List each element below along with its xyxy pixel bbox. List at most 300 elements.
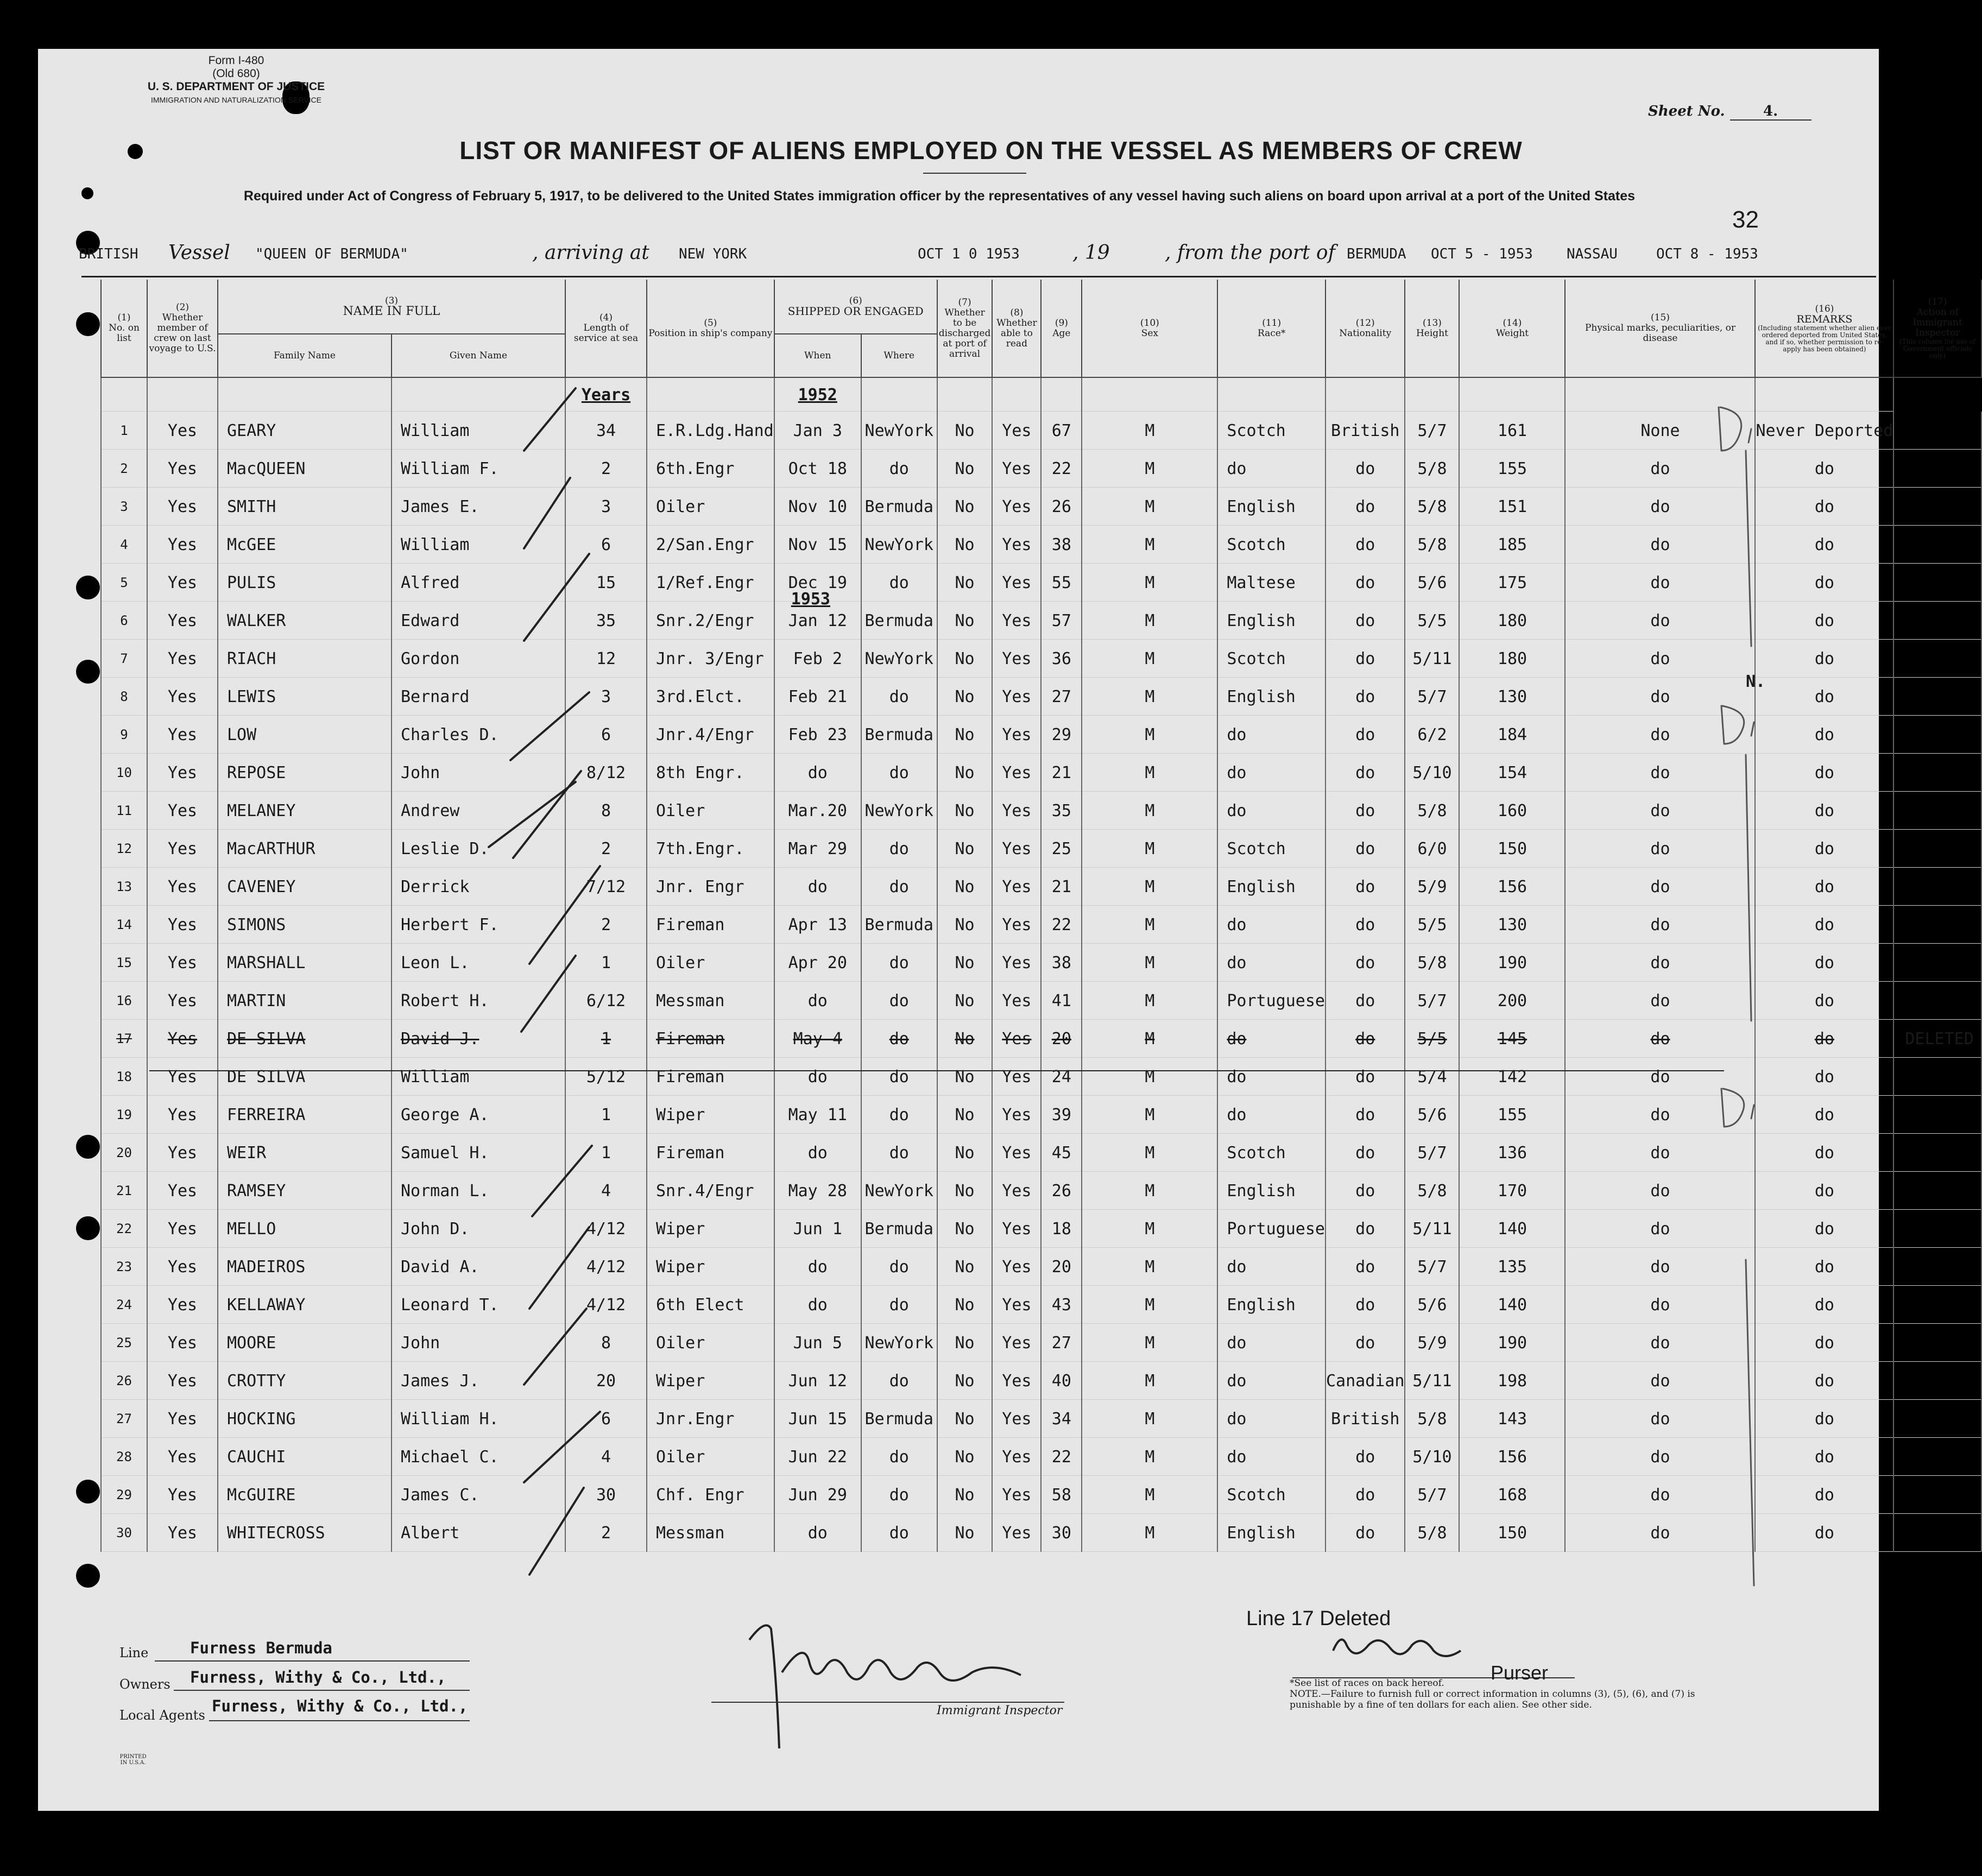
shipped-where: do bbox=[861, 944, 937, 982]
from-port-2: NASSAU bbox=[1567, 246, 1618, 262]
remarks: do bbox=[1755, 1020, 1893, 1058]
given-name: James J. bbox=[392, 1362, 565, 1400]
last-voyage: Yes bbox=[147, 1248, 218, 1286]
able-to-read: Yes bbox=[992, 944, 1041, 982]
to-be-discharged: No bbox=[937, 1476, 993, 1514]
age: 26 bbox=[1041, 1172, 1082, 1210]
document-subtitle: Required under Act of Congress of February 5, 1917, to be delivered to the United States immigration officer by the representatives of any vessel having such aliens on board upon arrival at a port of the United States bbox=[243, 188, 1636, 204]
length-of-service: 6 bbox=[565, 1400, 647, 1438]
given-name: John D. bbox=[392, 1210, 565, 1248]
col-header-name: (3) NAME IN FULL bbox=[218, 280, 565, 334]
sex: M bbox=[1082, 1286, 1217, 1324]
to-be-discharged: No bbox=[937, 792, 993, 830]
sex: M bbox=[1082, 602, 1217, 640]
position: 3rd.Elct. bbox=[647, 678, 774, 716]
shipped-where: Bermuda bbox=[861, 906, 937, 944]
weight: 145 bbox=[1459, 1020, 1565, 1058]
physical-marks: do bbox=[1565, 488, 1755, 526]
physical-marks: do bbox=[1565, 678, 1755, 716]
family-name: McGUIRE bbox=[218, 1476, 392, 1514]
shipped-when: do bbox=[774, 1134, 861, 1172]
height: 5/11 bbox=[1405, 1362, 1459, 1400]
physical-marks: do bbox=[1565, 526, 1755, 564]
shipped-where: NewYork bbox=[861, 1324, 937, 1362]
weight: 151 bbox=[1459, 488, 1565, 526]
length-of-service: 4/12 bbox=[565, 1286, 647, 1324]
shipped-when: Jun 1 bbox=[774, 1210, 861, 1248]
nationality: do bbox=[1325, 602, 1405, 640]
row-number: 5 bbox=[101, 564, 147, 602]
footer-note-penalty: NOTE.—Failure to furnish full or correct information in columns (3), (5), (6), and (7) is punishable by a fine of ten dollars for each alien. See other side. bbox=[1290, 1689, 1695, 1710]
shipped-where: do bbox=[861, 1096, 937, 1134]
last-voyage: Yes bbox=[147, 792, 218, 830]
family-name: HOCKING bbox=[218, 1400, 392, 1438]
last-voyage: Yes bbox=[147, 1438, 218, 1476]
shipped-where: Bermuda bbox=[861, 1210, 937, 1248]
given-name: Herbert F. bbox=[392, 906, 565, 944]
physical-marks: do bbox=[1565, 1134, 1755, 1172]
handwritten-line-deleted-note: Line 17 Deleted bbox=[1246, 1607, 1391, 1630]
nationality: British bbox=[1325, 1400, 1405, 1438]
row-number: 27 bbox=[101, 1400, 147, 1438]
physical-marks: do bbox=[1565, 450, 1755, 488]
length-of-service: 1 bbox=[565, 1020, 647, 1058]
row-number: 28 bbox=[101, 1438, 147, 1476]
family-name: CROTTY bbox=[218, 1362, 392, 1400]
physical-marks: do bbox=[1565, 716, 1755, 754]
remarks: do bbox=[1755, 1362, 1893, 1400]
col-header-race: (11) Race* bbox=[1217, 280, 1325, 377]
to-be-discharged: No bbox=[937, 640, 993, 678]
length-of-service: 2 bbox=[565, 450, 647, 488]
given-name: John bbox=[392, 754, 565, 792]
nationality: British bbox=[1325, 412, 1405, 450]
to-be-discharged: No bbox=[937, 678, 993, 716]
length-of-service: 3 bbox=[565, 488, 647, 526]
weight: 155 bbox=[1459, 450, 1565, 488]
given-name: Edward bbox=[392, 602, 565, 640]
shipped-when: do bbox=[774, 1514, 861, 1552]
row-number: 3 bbox=[101, 488, 147, 526]
row-number: 14 bbox=[101, 906, 147, 944]
length-of-service: 3 bbox=[565, 678, 647, 716]
sex: M bbox=[1082, 982, 1217, 1020]
arriving-label: , arriving at bbox=[532, 242, 649, 264]
from-date-2: OCT 8 - 1953 bbox=[1656, 246, 1758, 262]
age: 27 bbox=[1041, 1324, 1082, 1362]
vessel-label: Vessel bbox=[168, 242, 230, 264]
col-header-discharged: (7) Whether to be discharged at port of arrival bbox=[937, 280, 993, 377]
nationality: do bbox=[1325, 1134, 1405, 1172]
remarks: do bbox=[1755, 1438, 1893, 1476]
footer-note bbox=[1290, 1678, 1702, 1710]
race: English bbox=[1217, 1172, 1325, 1210]
position: 6th.Engr bbox=[647, 450, 774, 488]
physical-marks: do bbox=[1565, 1400, 1755, 1438]
weight: 184 bbox=[1459, 716, 1565, 754]
nationality: do bbox=[1325, 1248, 1405, 1286]
position: 1/Ref.Engr bbox=[647, 564, 774, 602]
height: 5/8 bbox=[1405, 792, 1459, 830]
family-name: WALKER bbox=[218, 602, 392, 640]
col-header-height: (13) Height bbox=[1405, 280, 1459, 377]
given-name: James E. bbox=[392, 488, 565, 526]
last-voyage: Yes bbox=[147, 1172, 218, 1210]
weight: 175 bbox=[1459, 564, 1565, 602]
handwritten-page-number: 32 bbox=[1732, 206, 1759, 233]
nationality: do bbox=[1325, 982, 1405, 1020]
shipped-where: NewYork bbox=[861, 526, 937, 564]
inspector-d-mark bbox=[1721, 706, 1754, 744]
shipped-where: do bbox=[861, 678, 937, 716]
position: Oiler bbox=[647, 1324, 774, 1362]
form-service: IMMIGRATION AND NATURALIZATION SERVICE bbox=[151, 96, 321, 104]
shipped-year-1952: 1952 bbox=[774, 377, 861, 412]
height: 5/11 bbox=[1405, 1210, 1459, 1248]
shipped-where: NewYork bbox=[861, 1172, 937, 1210]
physical-marks: do bbox=[1565, 1438, 1755, 1476]
nationality: do bbox=[1325, 1058, 1405, 1096]
row-number: 11 bbox=[101, 792, 147, 830]
weight: 140 bbox=[1459, 1210, 1565, 1248]
able-to-read: Yes bbox=[992, 868, 1041, 906]
to-be-discharged: No bbox=[937, 1362, 993, 1400]
sex: M bbox=[1082, 640, 1217, 678]
remarks: do bbox=[1755, 450, 1893, 488]
sex: M bbox=[1082, 1438, 1217, 1476]
weight: 150 bbox=[1459, 830, 1565, 868]
height: 6/0 bbox=[1405, 830, 1459, 868]
height: 5/8 bbox=[1405, 944, 1459, 982]
physical-marks: do bbox=[1565, 1096, 1755, 1134]
vessel-flag: BRITISH bbox=[79, 246, 138, 262]
last-voyage: Yes bbox=[147, 602, 218, 640]
shipped-where: do bbox=[861, 1438, 937, 1476]
age: 55 bbox=[1041, 564, 1082, 602]
family-name: SMITH bbox=[218, 488, 392, 526]
check-mark bbox=[532, 1146, 592, 1216]
age: 30 bbox=[1041, 1514, 1082, 1552]
shipped-where: do bbox=[861, 830, 937, 868]
to-be-discharged: No bbox=[937, 1172, 993, 1210]
weight: 185 bbox=[1459, 526, 1565, 564]
footer-agents-value: Furness, Withy & Co., Ltd., bbox=[212, 1697, 468, 1715]
shipped-when: Apr 13 bbox=[774, 906, 861, 944]
inspector-d-line bbox=[1746, 451, 1751, 646]
able-to-read: Yes bbox=[992, 640, 1041, 678]
remarks: do bbox=[1755, 792, 1893, 830]
shipped-when: do bbox=[774, 1058, 861, 1096]
length-of-service: 4/12 bbox=[565, 1210, 647, 1248]
position: Jnr.Engr bbox=[647, 1400, 774, 1438]
length-of-service: 2 bbox=[565, 1514, 647, 1552]
given-name: Robert H. bbox=[392, 982, 565, 1020]
to-be-discharged: No bbox=[937, 944, 993, 982]
position: Messman bbox=[647, 1514, 774, 1552]
footer-line-value: Furness Bermuda bbox=[190, 1639, 332, 1657]
age: 43 bbox=[1041, 1286, 1082, 1324]
race: do bbox=[1217, 1020, 1325, 1058]
able-to-read: Yes bbox=[992, 716, 1041, 754]
height: 5/10 bbox=[1405, 754, 1459, 792]
age: 35 bbox=[1041, 792, 1082, 830]
family-name: LOW bbox=[218, 716, 392, 754]
shipped-when: Apr 20 bbox=[774, 944, 861, 982]
position: Wiper bbox=[647, 1362, 774, 1400]
sex: M bbox=[1082, 1020, 1217, 1058]
remarks: do bbox=[1755, 1324, 1893, 1362]
row-number: 23 bbox=[101, 1248, 147, 1286]
family-name: McGEE bbox=[218, 526, 392, 564]
document-title: LIST OR MANIFEST OF ALIENS EMPLOYED ON THE VESSEL AS MEMBERS OF CREW bbox=[459, 136, 1523, 165]
able-to-read: Yes bbox=[992, 1362, 1041, 1400]
col-header-sex: (10) Sex bbox=[1082, 280, 1217, 377]
height: 5/7 bbox=[1405, 1134, 1459, 1172]
given-name: William bbox=[392, 1058, 565, 1096]
remarks: do bbox=[1755, 1172, 1893, 1210]
remarks: do bbox=[1755, 678, 1893, 716]
age: 58 bbox=[1041, 1476, 1082, 1514]
height: 5/7 bbox=[1405, 1248, 1459, 1286]
shipped-where: do bbox=[861, 982, 937, 1020]
height: 5/7 bbox=[1405, 1476, 1459, 1514]
height: 5/6 bbox=[1405, 1286, 1459, 1324]
race: do bbox=[1217, 944, 1325, 982]
last-voyage: Yes bbox=[147, 944, 218, 982]
arrival-date: OCT 1 0 1953 bbox=[918, 246, 1020, 262]
sex: M bbox=[1082, 944, 1217, 982]
remarks: do bbox=[1755, 1248, 1893, 1286]
shipped-when: May 28 bbox=[774, 1172, 861, 1210]
race: Scotch bbox=[1217, 1134, 1325, 1172]
position: Oiler bbox=[647, 1438, 774, 1476]
physical-marks: do bbox=[1565, 1286, 1755, 1324]
nationality: do bbox=[1325, 450, 1405, 488]
remarks: do bbox=[1755, 602, 1893, 640]
col-header-position: (5) Position in ship's company bbox=[647, 280, 774, 377]
family-name: GEARY bbox=[218, 412, 392, 450]
last-voyage: Yes bbox=[147, 412, 218, 450]
position: 7th.Engr. bbox=[647, 830, 774, 868]
given-name: David A. bbox=[392, 1248, 565, 1286]
sex: M bbox=[1082, 754, 1217, 792]
shipped-when: Feb 23 bbox=[774, 716, 861, 754]
race: Maltese bbox=[1217, 564, 1325, 602]
race: do bbox=[1217, 906, 1325, 944]
sex: M bbox=[1082, 792, 1217, 830]
given-name: Leonard T. bbox=[392, 1286, 565, 1324]
shipped-where: NewYork bbox=[861, 412, 937, 450]
family-name: WEIR bbox=[218, 1134, 392, 1172]
length-of-service: 2 bbox=[565, 906, 647, 944]
shipped-where: Bermuda bbox=[861, 488, 937, 526]
to-be-discharged: No bbox=[937, 1210, 993, 1248]
sheet-label: Sheet No. bbox=[1648, 103, 1725, 119]
shipped-when: Jun 5 bbox=[774, 1324, 861, 1362]
last-voyage: Yes bbox=[147, 450, 218, 488]
length-of-service: 6 bbox=[565, 526, 647, 564]
age: 27 bbox=[1041, 678, 1082, 716]
weight: 168 bbox=[1459, 1476, 1565, 1514]
weight: 142 bbox=[1459, 1058, 1565, 1096]
race: Scotch bbox=[1217, 526, 1325, 564]
physical-marks: do bbox=[1565, 1362, 1755, 1400]
age: 26 bbox=[1041, 488, 1082, 526]
race: do bbox=[1217, 1096, 1325, 1134]
given-name: Alfred bbox=[392, 564, 565, 602]
last-voyage: Yes bbox=[147, 1400, 218, 1438]
given-name: William bbox=[392, 412, 565, 450]
position: Snr.2/Engr bbox=[647, 602, 774, 640]
age: 20 bbox=[1041, 1020, 1082, 1058]
able-to-read: Yes bbox=[992, 412, 1041, 450]
from-port-label: , from the port of bbox=[1165, 242, 1335, 264]
row-number: 9 bbox=[101, 716, 147, 754]
length-of-service: 2 bbox=[565, 830, 647, 868]
sex: M bbox=[1082, 488, 1217, 526]
sex: M bbox=[1082, 1172, 1217, 1210]
nationality: do bbox=[1325, 1476, 1405, 1514]
race: English bbox=[1217, 602, 1325, 640]
physical-marks: do bbox=[1565, 792, 1755, 830]
inspector-d-mark bbox=[1719, 407, 1751, 451]
inspector-d-line bbox=[1746, 755, 1751, 1021]
sex: M bbox=[1082, 450, 1217, 488]
nationality: do bbox=[1325, 754, 1405, 792]
shipped-when: Mar 29 bbox=[774, 830, 861, 868]
able-to-read: Yes bbox=[992, 1210, 1041, 1248]
given-name: Norman L. bbox=[392, 1172, 565, 1210]
length-of-service: 35 bbox=[565, 602, 647, 640]
race: Scotch bbox=[1217, 412, 1325, 450]
weight: 130 bbox=[1459, 678, 1565, 716]
col-header-no: (1) No. on list bbox=[101, 280, 147, 377]
able-to-read: Yes bbox=[992, 1514, 1041, 1552]
able-to-read: Yes bbox=[992, 450, 1041, 488]
row-number: 12 bbox=[101, 830, 147, 868]
sex: M bbox=[1082, 1210, 1217, 1248]
family-name: KELLAWAY bbox=[218, 1286, 392, 1324]
shipped-when: do bbox=[774, 1248, 861, 1286]
able-to-read: Yes bbox=[992, 906, 1041, 944]
sex: M bbox=[1082, 1400, 1217, 1438]
row-number: 30 bbox=[101, 1514, 147, 1552]
family-name: LEWIS bbox=[218, 678, 392, 716]
race: English bbox=[1217, 1286, 1325, 1324]
race: Portuguese bbox=[1217, 1210, 1325, 1248]
given-name: William bbox=[392, 526, 565, 564]
sex: M bbox=[1082, 1248, 1217, 1286]
height: 5/5 bbox=[1405, 602, 1459, 640]
vessel-name: "QUEEN OF BERMUDA" bbox=[255, 246, 408, 262]
shipped-when: Jun 12 bbox=[774, 1362, 861, 1400]
to-be-discharged: No bbox=[937, 982, 993, 1020]
physical-marks: do bbox=[1565, 564, 1755, 602]
height: 5/6 bbox=[1405, 1096, 1459, 1134]
sex: M bbox=[1082, 1514, 1217, 1552]
footer-note-races: *See list of races on back hereof. bbox=[1290, 1678, 1444, 1689]
remarks: do bbox=[1755, 868, 1893, 906]
to-be-discharged: No bbox=[937, 830, 993, 868]
race: do bbox=[1217, 792, 1325, 830]
last-voyage: Yes bbox=[147, 564, 218, 602]
last-voyage: Yes bbox=[147, 1134, 218, 1172]
able-to-read: Yes bbox=[992, 526, 1041, 564]
position: 8th Engr. bbox=[647, 754, 774, 792]
given-name: Derrick bbox=[392, 868, 565, 906]
remarks: do bbox=[1755, 1476, 1893, 1514]
age: 25 bbox=[1041, 830, 1082, 868]
remarks: do bbox=[1755, 1058, 1893, 1096]
height: 5/5 bbox=[1405, 1020, 1459, 1058]
nationality: do bbox=[1325, 716, 1405, 754]
to-be-discharged: No bbox=[937, 754, 993, 792]
able-to-read: Yes bbox=[992, 1476, 1041, 1514]
physical-marks: do bbox=[1565, 982, 1755, 1020]
shipped-where: do bbox=[861, 868, 937, 906]
position: E.R.Ldg.Hand bbox=[647, 412, 774, 450]
shipped-when: do bbox=[774, 1286, 861, 1324]
col-header-weight: (14) Weight bbox=[1459, 280, 1565, 377]
row-number: 7 bbox=[101, 640, 147, 678]
length-of-service: 4 bbox=[565, 1438, 647, 1476]
remarks: do bbox=[1755, 1096, 1893, 1134]
race: do bbox=[1217, 1058, 1325, 1096]
shipped-when: Jun 22 bbox=[774, 1438, 861, 1476]
shipped-where: do bbox=[861, 1248, 937, 1286]
last-voyage: Yes bbox=[147, 1324, 218, 1362]
able-to-read: Yes bbox=[992, 1058, 1041, 1096]
to-be-discharged: No bbox=[937, 1514, 993, 1552]
position: Jnr.4/Engr bbox=[647, 716, 774, 754]
shipped-where: do bbox=[861, 1476, 937, 1514]
from-date-1: OCT 5 - 1953 bbox=[1431, 246, 1533, 262]
age: 41 bbox=[1041, 982, 1082, 1020]
shipped-when: May 11 bbox=[774, 1096, 861, 1134]
age: 21 bbox=[1041, 868, 1082, 906]
row-number: 29 bbox=[101, 1476, 147, 1514]
family-name: SIMONS bbox=[218, 906, 392, 944]
weight: 156 bbox=[1459, 1438, 1565, 1476]
given-name: James C. bbox=[392, 1476, 565, 1514]
position: Jnr. 3/Engr bbox=[647, 640, 774, 678]
nationality: do bbox=[1325, 1324, 1405, 1362]
race: English bbox=[1217, 868, 1325, 906]
family-name: DE SILVA bbox=[218, 1020, 392, 1058]
inspector-d-mark bbox=[1721, 1089, 1754, 1127]
length-of-service: 4 bbox=[565, 1172, 647, 1210]
check-mark bbox=[510, 692, 589, 760]
to-be-discharged: No bbox=[937, 906, 993, 944]
position: Oiler bbox=[647, 792, 774, 830]
form-number: Form I-480 bbox=[208, 54, 264, 67]
family-name: MacARTHUR bbox=[218, 830, 392, 868]
row-number: 21 bbox=[101, 1172, 147, 1210]
able-to-read: Yes bbox=[992, 1438, 1041, 1476]
footer-owners-value: Furness, Withy & Co., Ltd., bbox=[190, 1668, 446, 1686]
weight: 155 bbox=[1459, 1096, 1565, 1134]
weight: 180 bbox=[1459, 640, 1565, 678]
shipped-where: do bbox=[861, 1134, 937, 1172]
shipped-where: do bbox=[861, 564, 937, 602]
age: 57 bbox=[1041, 602, 1082, 640]
height: 5/8 bbox=[1405, 526, 1459, 564]
weight: 136 bbox=[1459, 1134, 1565, 1172]
given-name: Leon L. bbox=[392, 944, 565, 982]
form-old-number: (Old 680) bbox=[212, 67, 260, 80]
last-voyage: Yes bbox=[147, 488, 218, 526]
shipped-year-1953: 1953 bbox=[791, 590, 830, 609]
